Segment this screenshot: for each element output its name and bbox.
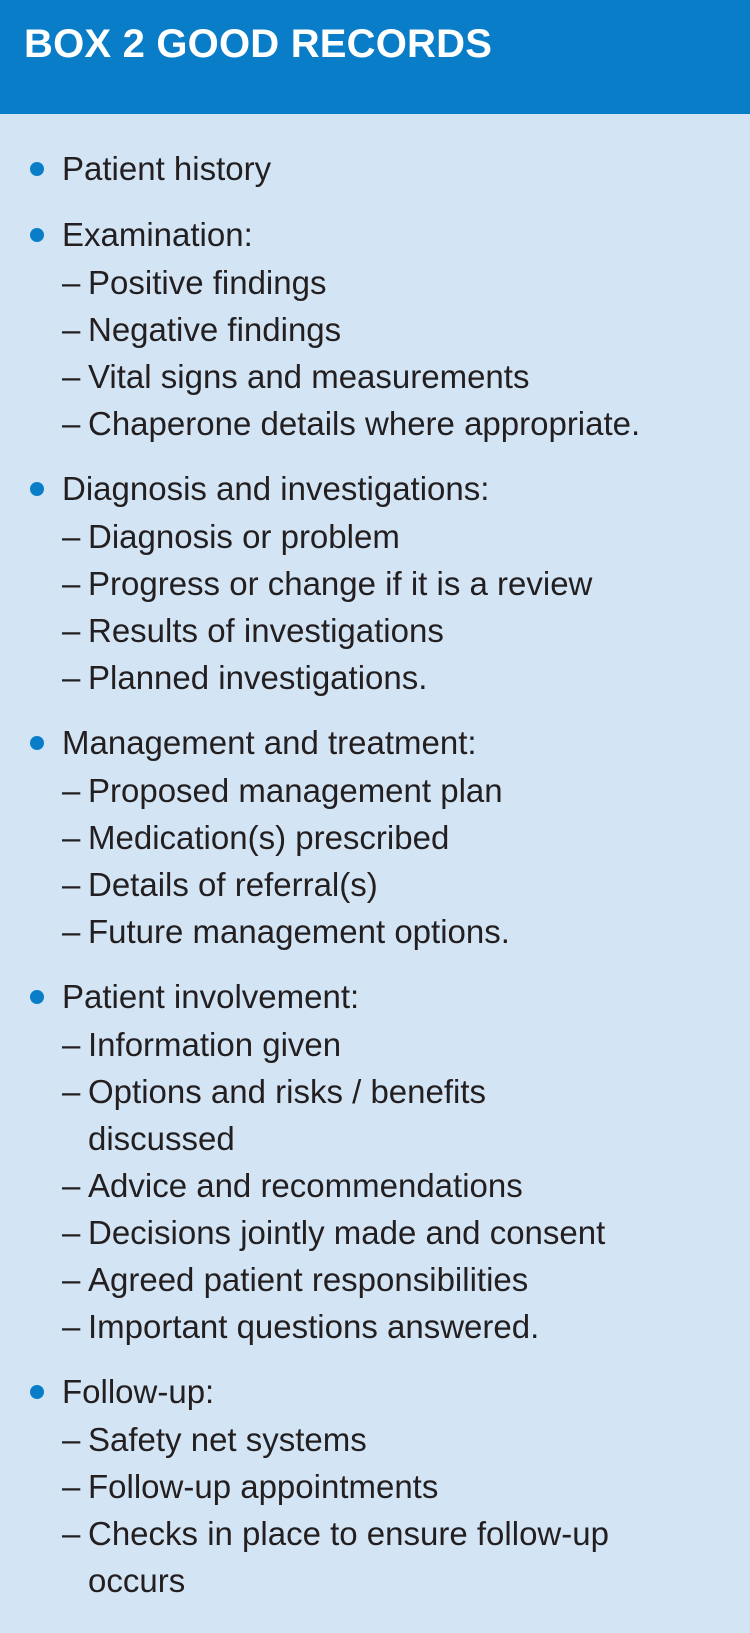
sub-item-text: Follow-up appointments	[88, 1468, 439, 1505]
bullet-icon	[30, 162, 44, 176]
sub-list-item	[0, 353, 750, 400]
sub-list-item	[0, 1510, 750, 1604]
records-list	[0, 145, 750, 1622]
sub-item-text: Details of referral(s)	[88, 866, 378, 903]
dash-marker: –	[62, 264, 81, 301]
sub-list-item	[0, 1463, 750, 1510]
sub-item-text: Diagnosis or problem	[88, 518, 400, 555]
sub-item-text: Medication(s) prescribed	[88, 819, 450, 856]
bullet-item	[0, 211, 750, 259]
sub-list-item	[0, 560, 750, 607]
sub-item-text: Options and risks / benefits discussed	[88, 1073, 487, 1157]
sub-list-item	[0, 259, 750, 306]
sub-list-item	[0, 861, 750, 908]
dash-marker: –	[62, 1468, 81, 1505]
bullet-icon	[30, 736, 44, 750]
bullet-item	[0, 719, 750, 767]
sub-list-item	[0, 814, 750, 861]
bullet-icon	[30, 482, 44, 496]
sub-item-text: Safety net systems	[88, 1421, 367, 1458]
section-examination	[0, 211, 750, 447]
sub-list-item	[0, 1068, 750, 1162]
dash-marker: –	[62, 866, 81, 903]
dash-marker: –	[62, 1261, 81, 1298]
bullet-item	[0, 145, 750, 193]
dash-marker: –	[62, 1026, 81, 1063]
dash-marker: –	[62, 405, 81, 442]
sub-item-text: Decisions jointly made and consent	[88, 1214, 606, 1251]
sub-list-item	[0, 1162, 750, 1209]
dash-marker: –	[62, 1214, 81, 1251]
sub-item-text: Proposed management plan	[88, 772, 503, 809]
dash-marker: –	[62, 1421, 81, 1458]
section-diagnosis-investigations	[0, 465, 750, 701]
bullet-item	[0, 1368, 750, 1416]
dash-marker: –	[62, 565, 81, 602]
section-title: Follow-up:	[62, 1373, 215, 1410]
section-title: Diagnosis and investigations:	[62, 470, 490, 507]
sub-item-text: Future management options.	[88, 913, 510, 950]
bullet-item	[0, 465, 750, 513]
section-title: Patient history	[62, 150, 272, 187]
dash-marker: –	[62, 772, 81, 809]
sub-list-item	[0, 400, 750, 447]
sub-list-item	[0, 607, 750, 654]
dash-marker: –	[62, 1308, 81, 1345]
sub-item-text: Planned investigations.	[88, 659, 428, 696]
sub-item-text: Agreed patient responsibilities	[88, 1261, 529, 1298]
section-title: Examination:	[62, 216, 253, 253]
section-management-treatment	[0, 719, 750, 955]
sub-list-item	[0, 1416, 750, 1463]
bullet-icon	[30, 228, 44, 242]
box-header	[0, 0, 750, 114]
dash-marker: –	[62, 311, 81, 348]
section-title: Patient involvement:	[62, 978, 360, 1015]
dash-marker: –	[62, 358, 81, 395]
sub-item-text: Results of investigations	[88, 612, 444, 649]
dash-marker: –	[62, 819, 81, 856]
sub-item-text: Important questions answered.	[88, 1308, 540, 1345]
dash-marker: –	[62, 913, 81, 950]
dash-marker: –	[62, 659, 81, 696]
sub-list-item	[0, 654, 750, 701]
section-patient-history	[0, 145, 750, 193]
sub-item-text: Negative findings	[88, 311, 342, 348]
sub-list-item	[0, 1209, 750, 1256]
sub-list-item	[0, 513, 750, 560]
dash-marker: –	[62, 1073, 81, 1110]
sub-list-item	[0, 767, 750, 814]
box-title: BOX 2 GOOD RECORDS	[24, 22, 493, 66]
sub-list-item	[0, 1256, 750, 1303]
sub-item-text: Positive findings	[88, 264, 327, 301]
bullet-icon	[30, 1385, 44, 1399]
sub-item-text: Chaperone details where appropriate.	[88, 405, 641, 442]
section-patient-involvement	[0, 973, 750, 1350]
dash-marker: –	[62, 518, 81, 555]
sub-item-text: Progress or change if it is a review	[88, 565, 593, 602]
sub-item-text: Checks in place to ensure follow-up occurs	[88, 1515, 609, 1599]
section-title: Management and treatment:	[62, 724, 477, 761]
sub-item-text: Vital signs and measurements	[88, 358, 530, 395]
section-follow-up	[0, 1368, 750, 1604]
sub-list-item	[0, 306, 750, 353]
dash-marker: –	[62, 1167, 81, 1204]
sub-list-item	[0, 1021, 750, 1068]
sub-list-item	[0, 1303, 750, 1350]
sub-item-text: Information given	[88, 1026, 342, 1063]
bullet-icon	[30, 990, 44, 1004]
dash-marker: –	[62, 1515, 81, 1552]
sub-list-item	[0, 908, 750, 955]
sub-item-text: Advice and recommendations	[88, 1167, 523, 1204]
bullet-item	[0, 973, 750, 1021]
dash-marker: –	[62, 612, 81, 649]
